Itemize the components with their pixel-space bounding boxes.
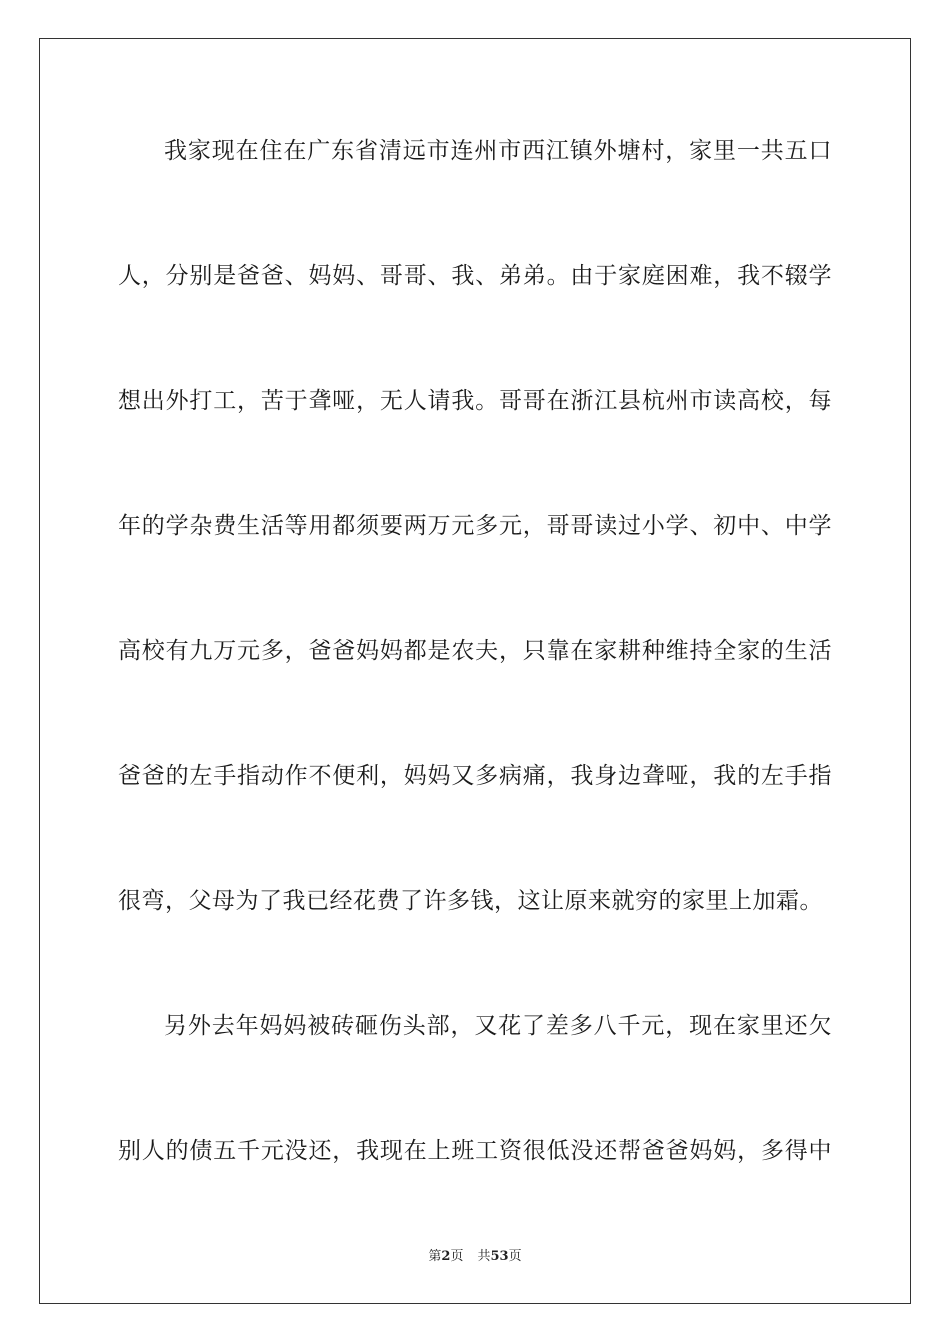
paragraph-1-line-1: 我家现在住在广东省清远市连州市西江镇外塘村，家里一共五口 xyxy=(164,138,832,164)
paragraph-2-line-1: 另外去年妈妈被砖砸伤头部，又花了差多八千元，现在家里还欠 xyxy=(164,1013,832,1039)
paragraph-1-line-5: 高校有九万元多，爸爸妈妈都是农夫，只靠在家耕种维持全家的生活 xyxy=(118,638,832,664)
paragraph-1-line-3: 想出外打工，苦于聋哑，无人请我。哥哥在浙江县杭州市读高校，每 xyxy=(118,388,832,414)
page-footer xyxy=(0,1248,950,1266)
paragraph-1-line-7: 很弯，父母为了我已经花费了许多钱，这让原来就穷的家里上加霜。 xyxy=(118,888,823,914)
total-pages: 53 xyxy=(490,1249,509,1264)
page-number-suffix: 页 xyxy=(450,1249,464,1264)
total-pages-suffix: 页 xyxy=(508,1249,522,1264)
paragraph-1-line-6: 爸爸的左手指动作不便利，妈妈又多病痛，我身边聋哑，我的左手指 xyxy=(118,763,832,789)
paragraph-2-line-2: 别人的债五千元没还，我现在上班工资很低没还帮爸爸妈妈，多得中 xyxy=(118,1138,832,1164)
paragraph-1-line-4: 年的学杂费生活等用都须要两万元多元，哥哥读过小学、初中、中学 xyxy=(118,513,832,539)
total-pages-prefix: 共 xyxy=(477,1249,491,1264)
page-number-prefix: 第 xyxy=(428,1249,442,1264)
page-border xyxy=(39,38,911,1304)
page-number: 2 xyxy=(441,1249,451,1264)
paragraph-1-line-2: 人，分别是爸爸、妈妈、哥哥、我、弟弟。由于家庭困难，我不辍学 xyxy=(118,263,832,289)
